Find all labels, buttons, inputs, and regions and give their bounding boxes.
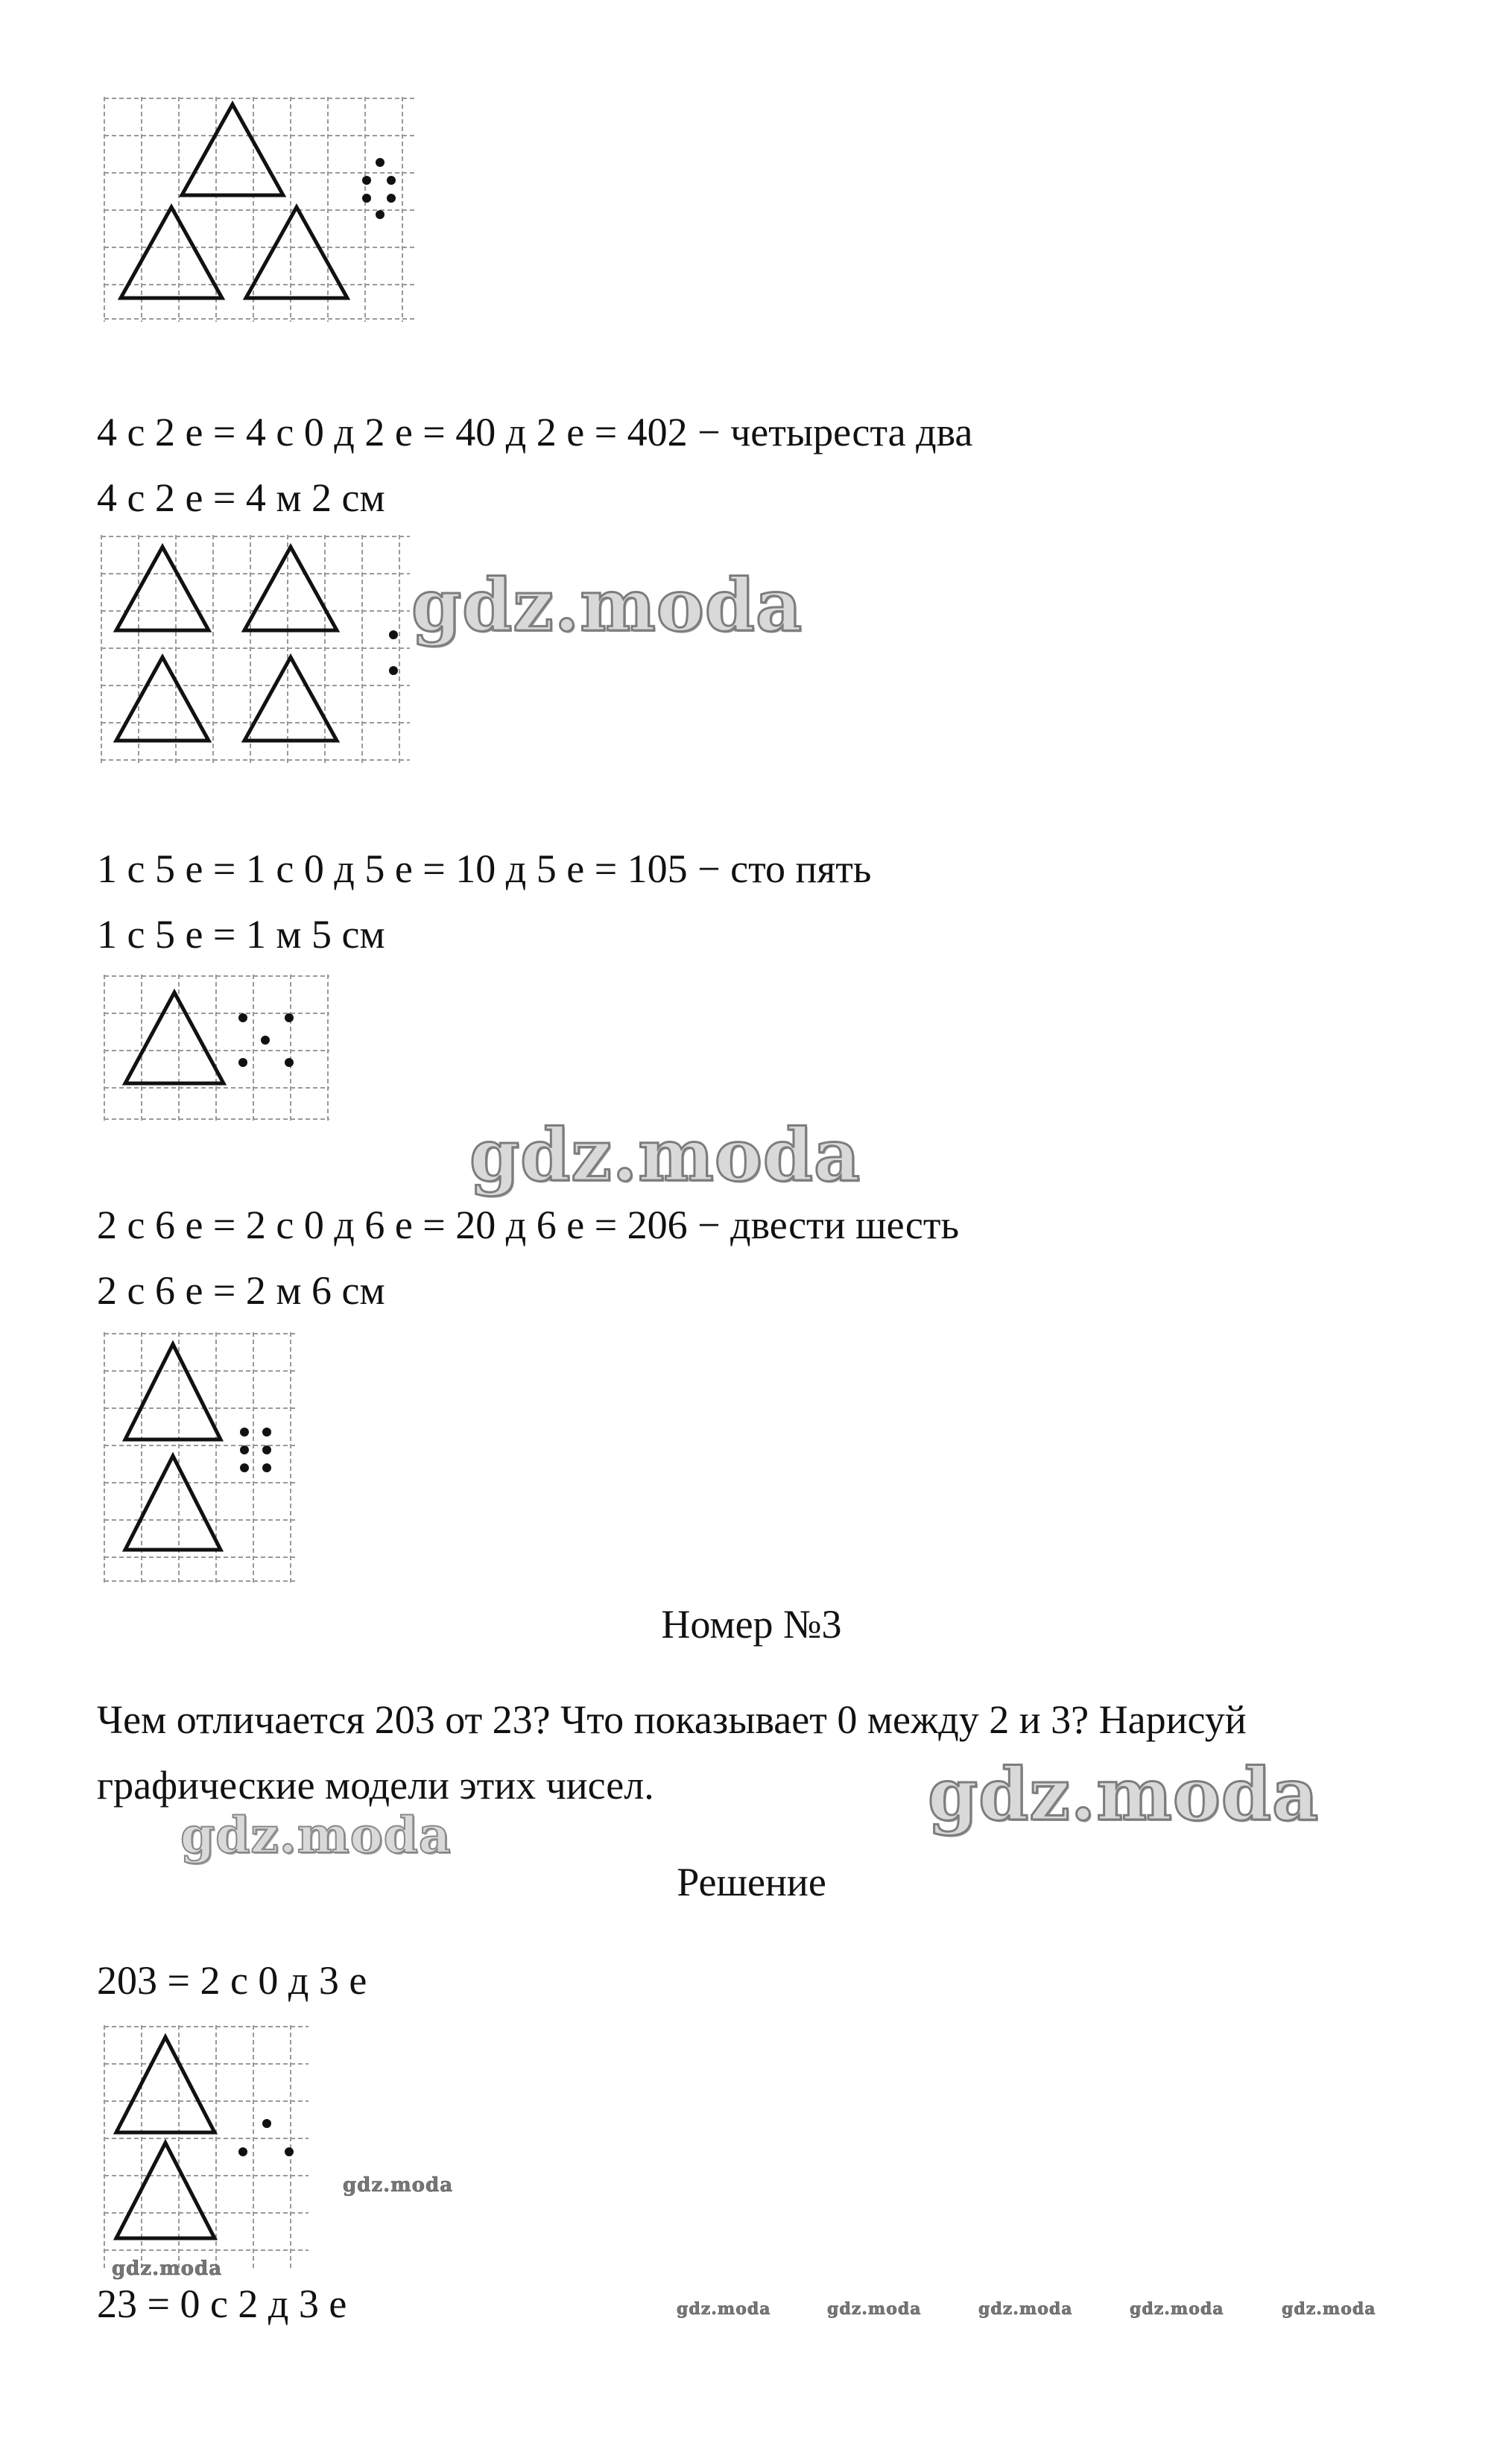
graphic-model-figure-2 xyxy=(97,531,425,769)
watermark-logo: gdz.moda xyxy=(469,1113,861,1197)
hundreds-triangle xyxy=(125,1456,221,1550)
graphic-model-figure-4 xyxy=(97,1328,306,1589)
hundreds-triangle xyxy=(244,547,337,630)
equation-line-3: 1 с 5 е = 1 с 0 д 5 е = 10 д 5 е = 105 − сто пять xyxy=(97,846,872,891)
equation-line-2: 4 с 2 е = 4 м 2 см xyxy=(97,475,385,520)
graphic-model-figure-5 xyxy=(97,2021,313,2274)
hundreds-triangle xyxy=(125,992,224,1083)
task-text-line-2: графические модели этих чисел. xyxy=(97,1763,654,1808)
equation-line-7: 203 = 2 с 0 д 3 е xyxy=(97,1958,367,2003)
watermark-logo: gdz.moda xyxy=(411,563,803,647)
equation-line-4: 1 с 5 е = 1 м 5 см xyxy=(97,912,385,957)
watermark-logo: gdz.moda xyxy=(112,2258,223,2280)
hundreds-triangle xyxy=(116,547,209,630)
hundreds-triangle xyxy=(244,657,337,741)
task-number-heading: Номер №3 xyxy=(661,1602,842,1647)
watermark-logo: gdz.moda xyxy=(677,2299,771,2319)
watermark-logo: gdz.moda xyxy=(1130,2299,1224,2319)
solution-heading: Решение xyxy=(677,1860,826,1904)
equation-line-1: 4 с 2 е = 4 с 0 д 2 е = 40 д 2 е = 402 − четыреста два xyxy=(97,410,973,455)
units-dots xyxy=(240,1428,271,1472)
hundreds-triangle xyxy=(125,1344,221,1440)
watermark-logo: gdz.moda xyxy=(343,2174,454,2197)
watermark-logo: gdz.moda xyxy=(827,2299,922,2319)
equation-line-8: 23 = 0 с 2 д 3 е xyxy=(97,2281,347,2326)
watermark-logo: gdz.moda xyxy=(1282,2299,1376,2319)
hundreds-triangle xyxy=(116,657,209,741)
watermark-logo: gdz.moda xyxy=(928,1752,1320,1837)
hundreds-triangle xyxy=(116,2037,215,2132)
graphic-model-figure-1 xyxy=(97,89,425,328)
units-dots xyxy=(238,1013,294,1067)
equation-line-6: 2 с 6 е = 2 м 6 см xyxy=(97,1268,385,1313)
watermark-logo: gdz.moda xyxy=(978,2299,1073,2319)
task-text-line-1: Чем отличается 203 от 23? Что показывает 0 между 2 и 3? Нарисуй xyxy=(97,1697,1247,1742)
units-dots xyxy=(389,630,398,675)
watermark-logo: gdz.moda xyxy=(180,1806,452,1864)
hundreds-triangle xyxy=(116,2143,215,2238)
graphic-model-figure-3 xyxy=(97,970,335,1127)
hundreds-triangle xyxy=(182,104,283,195)
equation-line-5: 2 с 6 е = 2 с 0 д 6 е = 20 д 6 е = 206 − двести шесть xyxy=(97,1203,960,1247)
